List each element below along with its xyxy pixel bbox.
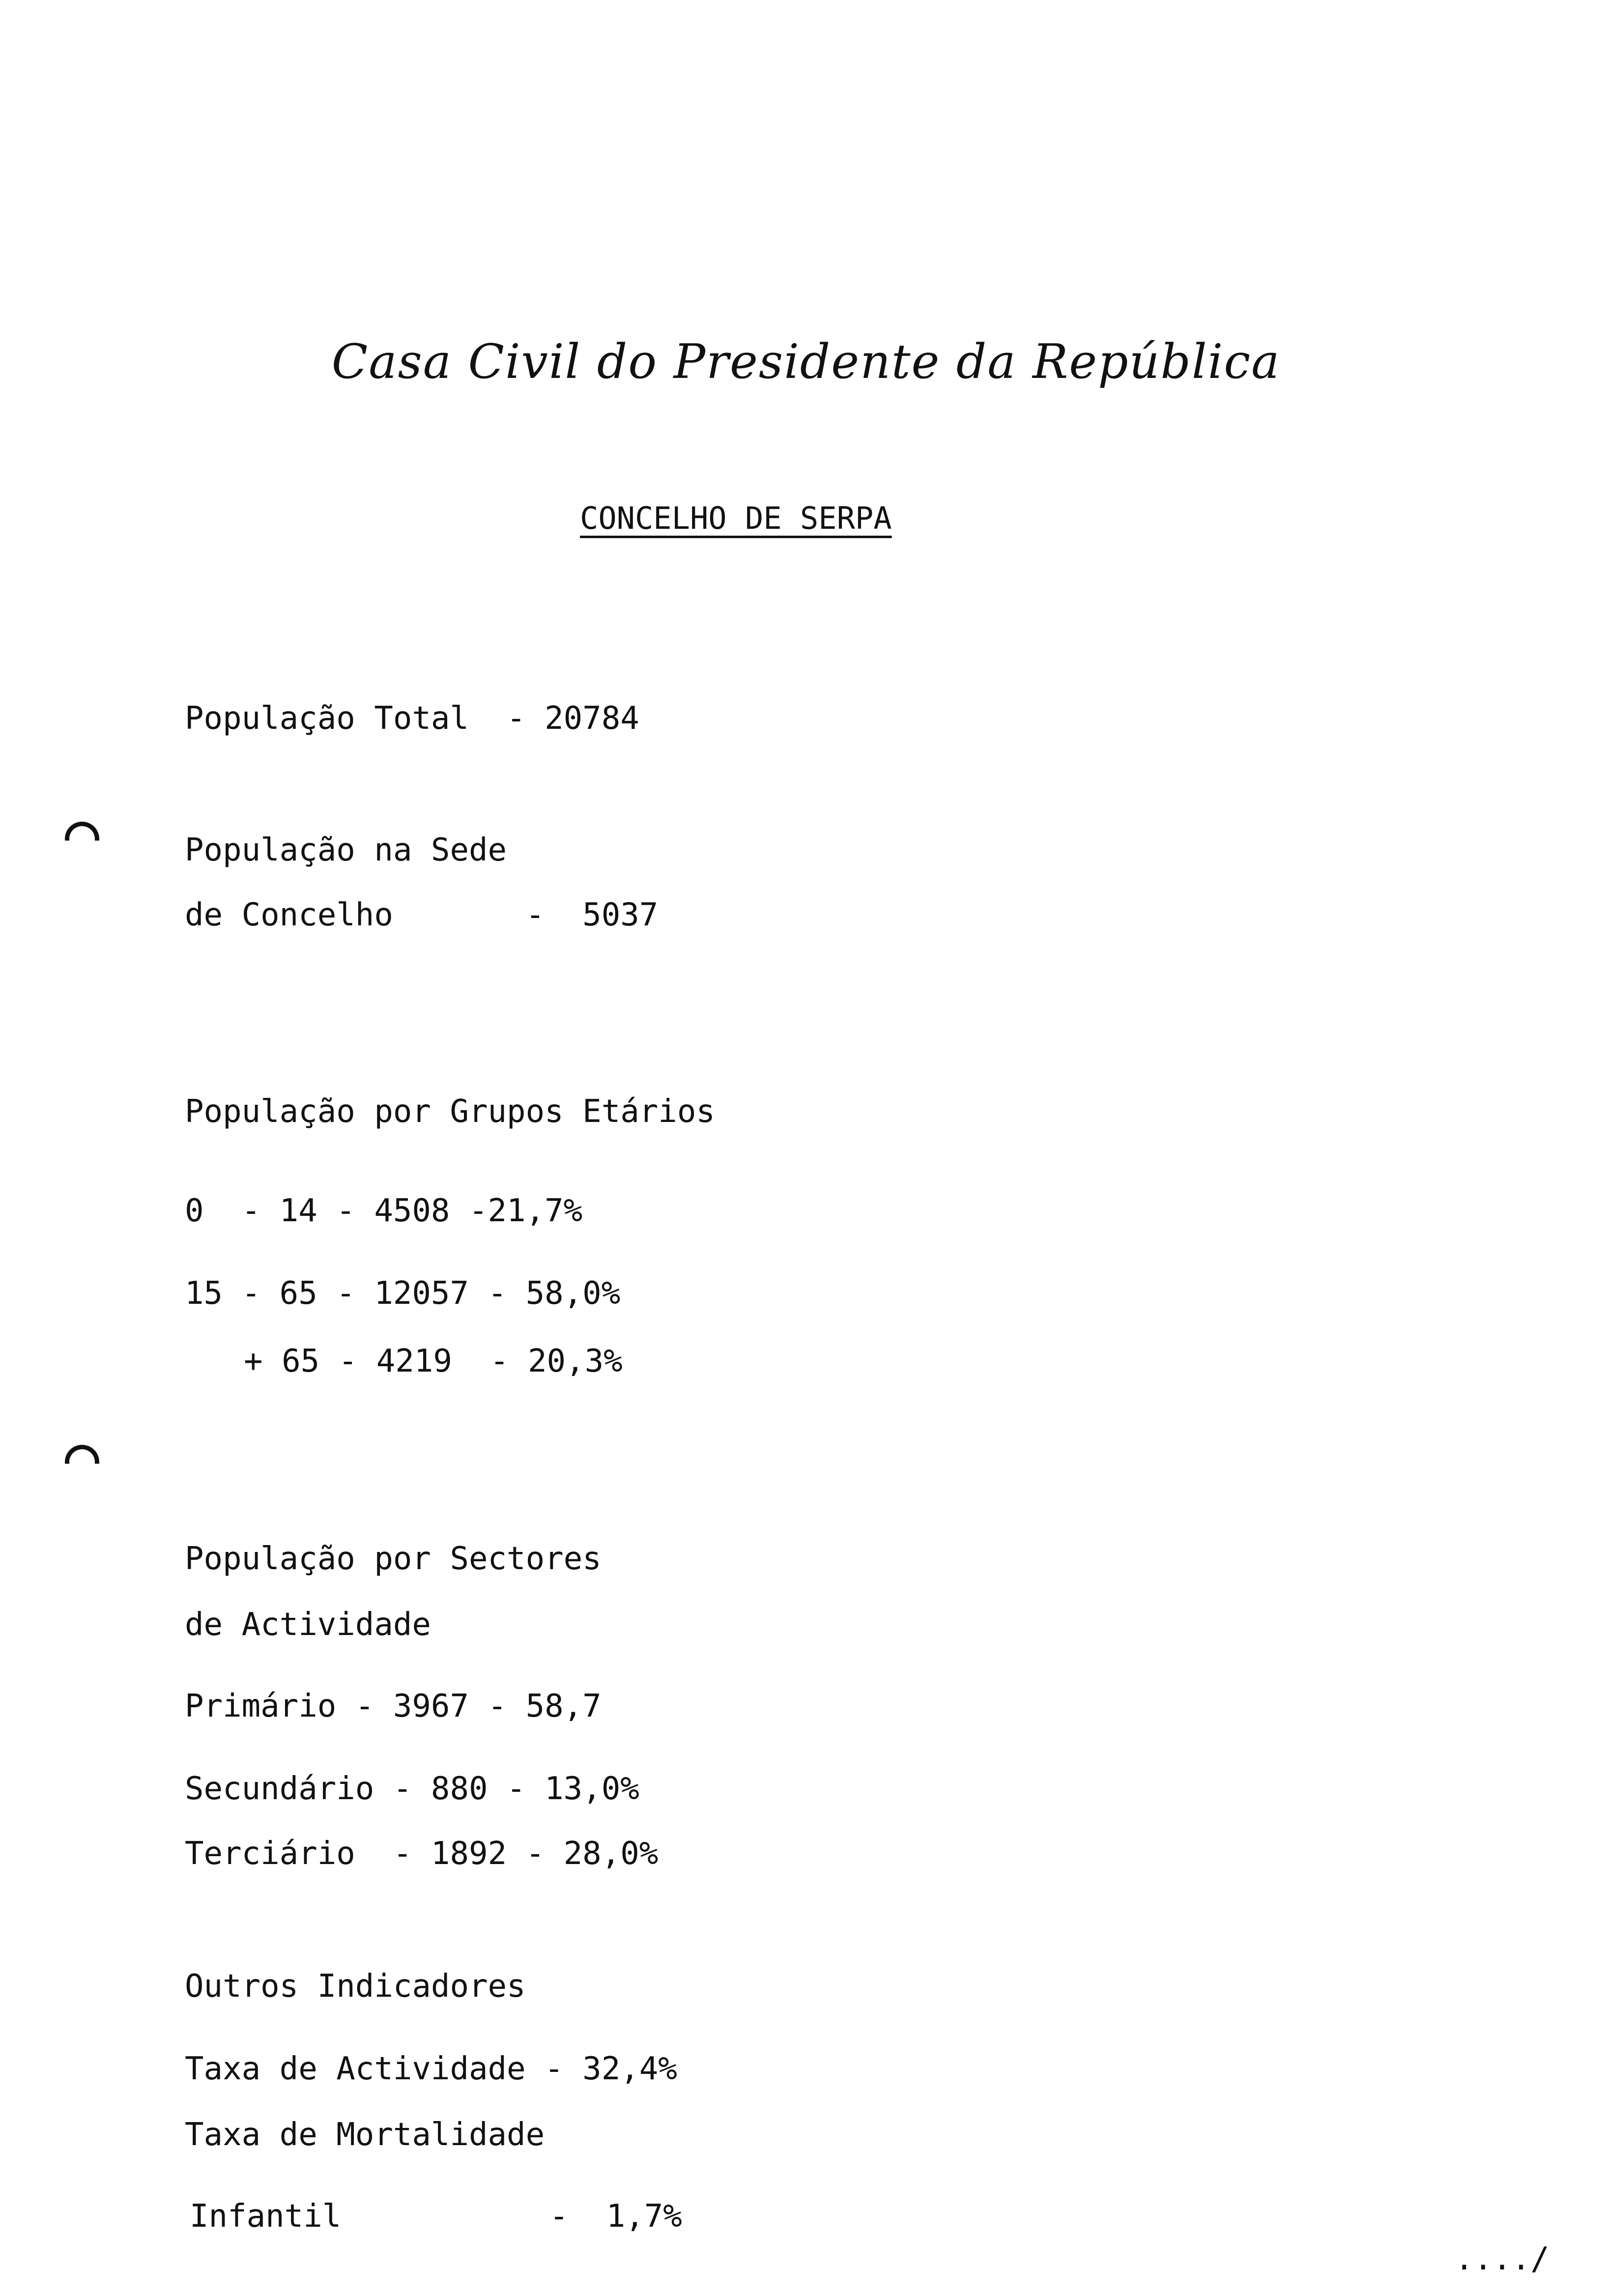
line-grupo-1: 0 - 14 - 4508 -21,7% (185, 1193, 583, 1229)
line-grupo-3: + 65 - 4219 - 20,3% (244, 1343, 623, 1379)
line-actividade: Taxa de Actividade - 32,4% (185, 2051, 677, 2087)
line-sede-2: de Concelho - 5037 (185, 897, 659, 933)
line-mortalidade-2: Infantil - 1,7% (190, 2198, 682, 2235)
line-secundario: Secundário - 880 - 13,0% (185, 1771, 639, 1807)
punch-hole-mark-bottom (65, 1445, 99, 1479)
page-title: CONCELHO DE SERPA (580, 500, 892, 536)
continuation-mark: ..../ (1455, 2241, 1550, 2277)
line-terciario: Terciário - 1892 - 28,0% (185, 1836, 659, 1872)
line-primario: Primário - 3967 - 58,7 (185, 1688, 602, 1724)
line-outros-head: Outros Indicadores (185, 1968, 526, 2005)
line-grupos-head: População por Grupos Etários (185, 1093, 715, 1130)
line-grupo-2: 15 - 65 - 12057 - 58,0% (185, 1275, 621, 1312)
letterhead: Casa Civil do Presidente da República (331, 334, 1281, 389)
line-mortalidade-1: Taxa de Mortalidade (185, 2117, 545, 2153)
line-sectores-2: de Actividade (185, 1607, 431, 1643)
line-pop-total: População Total - 20784 (185, 700, 639, 737)
punch-hole-mark-top (65, 822, 99, 856)
line-sede-1: População na Sede (185, 832, 507, 868)
line-sectores-1: População por Sectores (185, 1541, 602, 1577)
